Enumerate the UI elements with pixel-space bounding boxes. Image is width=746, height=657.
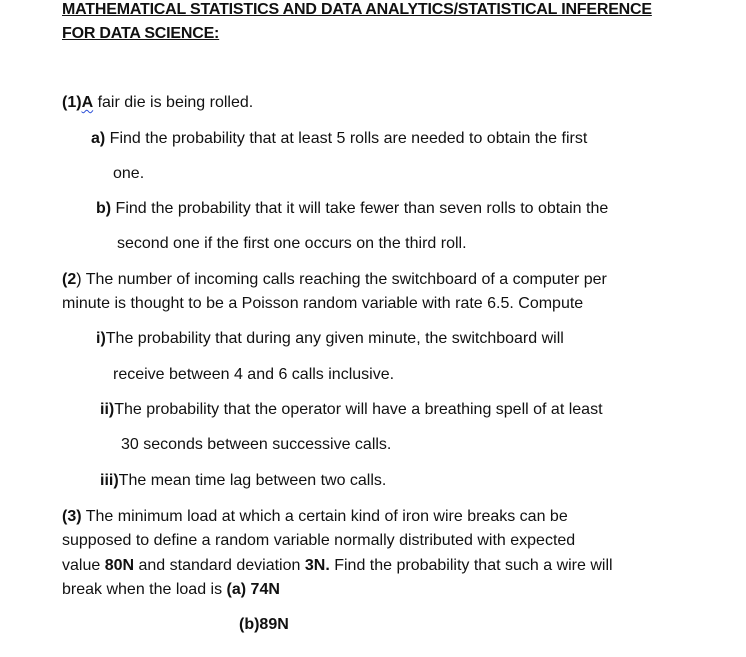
question-1b-label: b) <box>96 200 112 217</box>
question-1b-text: Find the probability that it will take fewer than seven rolls to obtain the <box>111 200 609 217</box>
question-3-line2: supposed to define a random variable normally distributed with expected <box>62 532 576 549</box>
question-1a-text: Find the probability that at least 5 rolls are needed to obtain the first <box>105 130 588 147</box>
question-2iii <box>100 471 386 491</box>
question-3-text4: break when the load is <box>62 581 227 598</box>
question-1a-cont: one. <box>113 165 145 182</box>
question-3-text3c: Find the probability that such a wire will <box>329 557 613 574</box>
question-1a <box>91 129 587 149</box>
question-3-part-a: (a) 74N <box>226 581 280 598</box>
question-2-line1 <box>62 270 607 290</box>
question-1b-cont: second one if the first one occurs on the third roll. <box>117 235 467 252</box>
question-3-line3 <box>62 556 613 576</box>
question-2i-text: The probability that during any given minute, the switchboard will <box>105 330 564 347</box>
question-3-text1: The minimum load at which a certain kind of iron wire breaks can be <box>81 508 568 525</box>
question-2-number: (2 <box>62 271 77 288</box>
question-2-line2: minute is thought to be a Poisson random variable with rate 6.5. Compute <box>62 295 584 312</box>
question-3-line1 <box>62 507 568 527</box>
question-3-part-b <box>239 615 289 635</box>
question-2ii-cont: 30 seconds between successive calls. <box>121 436 392 453</box>
question-2iii-text: The mean time lag between two calls. <box>118 472 387 489</box>
question-3-text3a: value <box>62 557 105 574</box>
question-2ii <box>100 400 603 420</box>
question-1-text: fair die is being rolled. <box>93 94 254 111</box>
question-2-text1: ) The number of incoming calls reaching the switchboard of a computer per <box>76 271 607 288</box>
document-title-line1: MATHEMATICAL STATISTICS AND DATA ANALYTICS/STATISTICAL INFERENCE <box>62 1 652 18</box>
document-title-line2: FOR DATA SCIENCE: <box>62 25 220 42</box>
question-3-part-b-text: (b)89N <box>239 616 289 633</box>
question-3-line4 <box>62 580 280 600</box>
question-1-squiggle-word: A <box>81 94 94 111</box>
question-1a-label: a) <box>91 130 106 147</box>
question-1b <box>96 199 608 219</box>
question-2i <box>96 329 564 349</box>
question-3-mean: 80N <box>104 557 135 574</box>
question-2ii-label: ii) <box>100 401 115 418</box>
question-3-number: (3) <box>62 508 82 525</box>
question-2iii-label: iii) <box>100 472 119 489</box>
question-2ii-text: The probability that the operator will have a breathing spell of at least <box>114 401 603 418</box>
question-2i-cont: receive between 4 and 6 calls inclusive. <box>113 366 395 383</box>
question-1 <box>62 93 253 113</box>
question-3-sd: 3N. <box>304 557 330 574</box>
question-2i-label: i) <box>96 330 106 347</box>
question-3-text3b: and standard deviation <box>134 557 305 574</box>
question-1-number: (1) <box>62 94 82 111</box>
